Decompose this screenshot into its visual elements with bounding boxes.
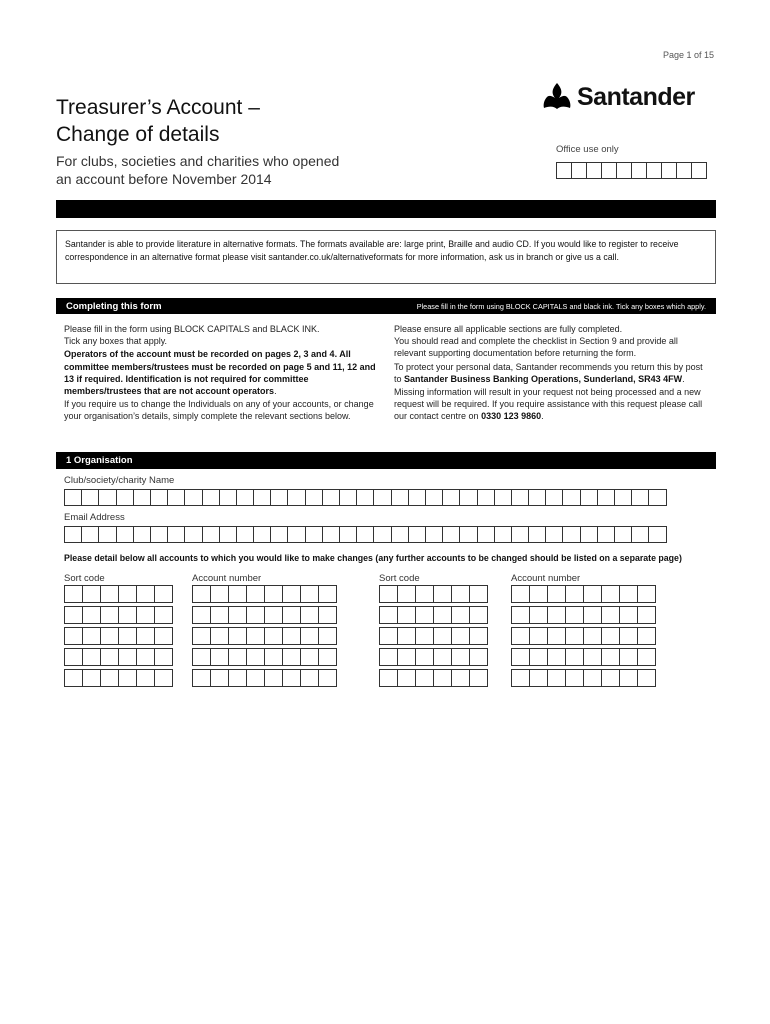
- digit-box[interactable]: [619, 585, 638, 603]
- digit-box[interactable]: [192, 606, 211, 624]
- digit-box[interactable]: [136, 648, 155, 666]
- instruction-operators-bold: Operators of the account must be recorded on pages 2, 3 and 4. All committee members/trustees must be recorded on page 5 and 11, 12 and 13 if required. Identification is not required for committee members/trustees that are not account operators: [64, 349, 376, 397]
- digit-box[interactable]: [469, 669, 488, 687]
- digit-box[interactable]: [433, 627, 452, 645]
- char-box[interactable]: [253, 489, 271, 506]
- digit-box[interactable]: [469, 627, 488, 645]
- char-box[interactable]: [408, 526, 426, 543]
- digit-box[interactable]: [637, 606, 656, 624]
- digit-box[interactable]: [246, 648, 265, 666]
- digit-box[interactable]: [565, 648, 584, 666]
- sort-code-input[interactable]: [64, 669, 172, 687]
- page-title: [56, 94, 376, 148]
- digit-box[interactable]: [601, 669, 620, 687]
- char-box[interactable]: [287, 526, 305, 543]
- char-box[interactable]: [270, 489, 288, 506]
- account-number-input[interactable]: [511, 627, 655, 645]
- digit-box[interactable]: [118, 606, 137, 624]
- char-box[interactable]: [116, 526, 134, 543]
- digit-box[interactable]: [300, 648, 319, 666]
- digit-box[interactable]: [637, 627, 656, 645]
- digit-box[interactable]: [529, 606, 548, 624]
- char-box[interactable]: [477, 489, 495, 506]
- digit-box[interactable]: [529, 648, 548, 666]
- sort-code-input[interactable]: [64, 627, 172, 645]
- sort-code-label-right: Sort code: [379, 573, 420, 584]
- digit-box[interactable]: [547, 627, 566, 645]
- digit-box[interactable]: [100, 585, 119, 603]
- email-address-label: Email Address: [64, 512, 125, 523]
- digit-box[interactable]: [192, 585, 211, 603]
- digit-box[interactable]: [379, 606, 398, 624]
- char-box[interactable]: [373, 489, 391, 506]
- digit-box[interactable]: [264, 627, 283, 645]
- digit-box[interactable]: [210, 627, 229, 645]
- digit-box[interactable]: [318, 627, 337, 645]
- char-box[interactable]: [167, 489, 185, 506]
- organisation-title: 1 Organisation: [66, 455, 133, 466]
- instruction-post-address: Santander Business Banking Operations, Sunderland, SR43 4FW: [404, 373, 683, 384]
- digit-box[interactable]: [154, 648, 173, 666]
- digit-box[interactable]: [529, 669, 548, 687]
- digit-box[interactable]: [469, 606, 488, 624]
- char-box[interactable]: [270, 526, 288, 543]
- office-use-box[interactable]: [616, 162, 632, 179]
- digit-box[interactable]: [565, 627, 584, 645]
- instruction-checklist: You should read and complete the checklist in Section 9 and provide all relevant supporting documentation before returning the form.: [394, 336, 678, 359]
- digit-box[interactable]: [64, 627, 83, 645]
- digit-box[interactable]: [583, 606, 602, 624]
- digit-box[interactable]: [282, 669, 301, 687]
- digit-box[interactable]: [154, 606, 173, 624]
- char-box[interactable]: [150, 526, 168, 543]
- digit-box[interactable]: [433, 606, 452, 624]
- digit-box[interactable]: [529, 627, 548, 645]
- digit-box[interactable]: [82, 627, 101, 645]
- title-line-1: Treasurer’s Account –: [56, 96, 260, 119]
- digit-box[interactable]: [246, 627, 265, 645]
- char-box[interactable]: [459, 526, 477, 543]
- char-box[interactable]: [614, 526, 632, 543]
- email-address-input[interactable]: [64, 526, 666, 543]
- digit-box[interactable]: [300, 627, 319, 645]
- digit-box[interactable]: [379, 585, 398, 603]
- digit-box[interactable]: [397, 606, 416, 624]
- digit-box[interactable]: [246, 585, 265, 603]
- digit-box[interactable]: [154, 627, 173, 645]
- digit-box[interactable]: [136, 669, 155, 687]
- digit-box[interactable]: [637, 648, 656, 666]
- char-box[interactable]: [236, 489, 254, 506]
- completing-form-header: [56, 298, 716, 314]
- digit-box[interactable]: [118, 585, 137, 603]
- office-use-box[interactable]: [691, 162, 707, 179]
- digit-box[interactable]: [565, 585, 584, 603]
- sort-code-input[interactable]: [64, 648, 172, 666]
- office-use-box[interactable]: [661, 162, 677, 179]
- digit-box[interactable]: [282, 648, 301, 666]
- digit-box[interactable]: [82, 669, 101, 687]
- char-box[interactable]: [236, 526, 254, 543]
- char-box[interactable]: [81, 526, 99, 543]
- digit-box[interactable]: [637, 669, 656, 687]
- digit-box[interactable]: [415, 669, 434, 687]
- digit-box[interactable]: [264, 648, 283, 666]
- digit-box[interactable]: [379, 648, 398, 666]
- instruction-post-end: .: [682, 373, 685, 384]
- digit-box[interactable]: [118, 648, 137, 666]
- char-box[interactable]: [64, 489, 82, 506]
- office-use-box[interactable]: [646, 162, 662, 179]
- digit-box[interactable]: [82, 606, 101, 624]
- sort-code-label-left: Sort code: [64, 573, 105, 584]
- digit-box[interactable]: [619, 669, 638, 687]
- club-name-label: Club/society/charity Name: [64, 475, 175, 486]
- char-box[interactable]: [631, 489, 649, 506]
- account-number-input[interactable]: [192, 585, 336, 603]
- char-box[interactable]: [219, 526, 237, 543]
- digit-box[interactable]: [433, 669, 452, 687]
- digit-box[interactable]: [601, 648, 620, 666]
- digit-box[interactable]: [397, 585, 416, 603]
- account-number-input[interactable]: [511, 669, 655, 687]
- char-box[interactable]: [511, 526, 529, 543]
- char-box[interactable]: [459, 489, 477, 506]
- digit-box[interactable]: [100, 669, 119, 687]
- instruction-post: [394, 361, 708, 385]
- digit-box[interactable]: [547, 585, 566, 603]
- subtitle-line-1: For clubs, societies and charities who opened: [56, 153, 340, 169]
- digit-box[interactable]: [246, 669, 265, 687]
- char-box[interactable]: [425, 526, 443, 543]
- digit-box[interactable]: [619, 606, 638, 624]
- instructions-right: [394, 323, 708, 424]
- accounts-detail-note: Please detail below all accounts to which you would like to make changes (any further accounts to be changed should be listed on a separate page): [64, 553, 682, 563]
- instructions-left: [64, 323, 376, 424]
- digit-box[interactable]: [100, 648, 119, 666]
- account-number-input[interactable]: [192, 627, 336, 645]
- char-box[interactable]: [511, 489, 529, 506]
- char-box[interactable]: [184, 489, 202, 506]
- char-box[interactable]: [322, 526, 340, 543]
- char-box[interactable]: [442, 489, 460, 506]
- digit-box[interactable]: [264, 606, 283, 624]
- digit-box[interactable]: [154, 585, 173, 603]
- account-number-label-right: Account number: [511, 573, 581, 584]
- digit-box[interactable]: [210, 648, 229, 666]
- char-box[interactable]: [391, 489, 409, 506]
- digit-box[interactable]: [100, 627, 119, 645]
- instruction-missing-info: [394, 386, 708, 423]
- office-use-box[interactable]: [676, 162, 692, 179]
- office-use-box[interactable]: [586, 162, 602, 179]
- digit-box[interactable]: [82, 585, 101, 603]
- completing-form-note: Please fill in the form using BLOCK CAPITALS and black ink. Tick any boxes which apply.: [416, 301, 706, 311]
- digit-box[interactable]: [451, 627, 470, 645]
- instruction-missing-end: .: [541, 411, 544, 422]
- digit-box[interactable]: [282, 585, 301, 603]
- digit-box[interactable]: [619, 648, 638, 666]
- digit-box[interactable]: [246, 606, 265, 624]
- subtitle-line-2: an account before November 2014: [56, 171, 272, 187]
- digit-box[interactable]: [379, 669, 398, 687]
- digit-box[interactable]: [451, 606, 470, 624]
- char-box[interactable]: [305, 526, 323, 543]
- digit-box[interactable]: [415, 606, 434, 624]
- account-number-input[interactable]: [511, 648, 655, 666]
- digit-box[interactable]: [136, 606, 155, 624]
- brand-name: Santander: [577, 82, 695, 111]
- digit-box[interactable]: [136, 585, 155, 603]
- char-box[interactable]: [597, 489, 615, 506]
- char-box[interactable]: [305, 489, 323, 506]
- char-box[interactable]: [562, 526, 580, 543]
- digit-box[interactable]: [397, 669, 416, 687]
- instruction-change-individuals: If you require us to change the Individuals on any of your accounts, or change your organisation’s details, simply complete the relevant sections below.: [64, 399, 374, 422]
- digit-box[interactable]: [415, 648, 434, 666]
- char-box[interactable]: [98, 526, 116, 543]
- instruction-sections: Please ensure all applicable sections are fully completed.: [394, 324, 623, 334]
- account-number-label-left: Account number: [192, 573, 262, 584]
- page-subtitle: [56, 152, 386, 188]
- page-number: Page 1 of 15: [662, 50, 714, 60]
- instruction-tick-boxes: Tick any boxes that apply.: [64, 336, 168, 347]
- digit-box[interactable]: [192, 669, 211, 687]
- char-box[interactable]: [494, 489, 512, 506]
- sort-code-input[interactable]: [379, 606, 487, 624]
- char-box[interactable]: [648, 526, 666, 543]
- char-box[interactable]: [477, 526, 495, 543]
- char-box[interactable]: [580, 526, 598, 543]
- digit-box[interactable]: [64, 606, 83, 624]
- digit-box[interactable]: [529, 585, 548, 603]
- digit-box[interactable]: [547, 648, 566, 666]
- char-box[interactable]: [322, 489, 340, 506]
- digit-box[interactable]: [583, 627, 602, 645]
- digit-box[interactable]: [601, 585, 620, 603]
- char-box[interactable]: [408, 489, 426, 506]
- char-box[interactable]: [81, 489, 99, 506]
- digit-box[interactable]: [228, 627, 247, 645]
- account-number-input[interactable]: [511, 585, 655, 603]
- char-box[interactable]: [580, 489, 598, 506]
- digit-box[interactable]: [583, 585, 602, 603]
- char-box[interactable]: [253, 526, 271, 543]
- char-box[interactable]: [202, 526, 220, 543]
- digit-box[interactable]: [264, 669, 283, 687]
- digit-box[interactable]: [154, 669, 173, 687]
- digit-box[interactable]: [547, 606, 566, 624]
- char-box[interactable]: [597, 526, 615, 543]
- digit-box[interactable]: [318, 648, 337, 666]
- digit-box[interactable]: [583, 669, 602, 687]
- digit-box[interactable]: [228, 606, 247, 624]
- char-box[interactable]: [614, 489, 632, 506]
- digit-box[interactable]: [451, 669, 470, 687]
- char-box[interactable]: [545, 489, 563, 506]
- char-box[interactable]: [339, 489, 357, 506]
- digit-box[interactable]: [415, 585, 434, 603]
- sort-code-input[interactable]: [379, 585, 487, 603]
- char-box[interactable]: [356, 489, 374, 506]
- club-name-input[interactable]: [64, 489, 666, 506]
- account-number-input[interactable]: [192, 648, 336, 666]
- digit-box[interactable]: [433, 648, 452, 666]
- digit-box[interactable]: [118, 669, 137, 687]
- digit-box[interactable]: [511, 585, 530, 603]
- instruction-post-text: To protect your personal data, Santander recommends you return this by post to: [394, 361, 703, 384]
- digit-box[interactable]: [228, 585, 247, 603]
- digit-box[interactable]: [192, 648, 211, 666]
- digit-box[interactable]: [511, 669, 530, 687]
- instruction-operators-end: .: [274, 386, 277, 397]
- char-box[interactable]: [167, 526, 185, 543]
- digit-box[interactable]: [511, 627, 530, 645]
- account-number-input[interactable]: [192, 669, 336, 687]
- char-box[interactable]: [219, 489, 237, 506]
- char-box[interactable]: [64, 526, 82, 543]
- digit-box[interactable]: [415, 627, 434, 645]
- char-box[interactable]: [133, 489, 151, 506]
- account-number-input[interactable]: [192, 606, 336, 624]
- office-use-box[interactable]: [601, 162, 617, 179]
- digit-box[interactable]: [397, 648, 416, 666]
- digit-box[interactable]: [136, 627, 155, 645]
- sort-code-input[interactable]: [64, 585, 172, 603]
- digit-box[interactable]: [100, 606, 119, 624]
- instruction-block-caps: Please fill in the form using BLOCK CAPITALS and BLACK INK.: [64, 324, 320, 334]
- alternative-formats-notice: Santander is able to provide literature in alternative formats. The formats available are: large print, Braille and audio CD. If you would like to register to receive correspondence in an alternative format please visit santander.co.uk/alternativeformats for more information, ask us in branch or give us a call.: [56, 230, 716, 284]
- digit-box[interactable]: [228, 648, 247, 666]
- digit-box[interactable]: [210, 585, 229, 603]
- digit-box[interactable]: [469, 585, 488, 603]
- office-use-box[interactable]: [631, 162, 647, 179]
- char-box[interactable]: [391, 526, 409, 543]
- digit-box[interactable]: [619, 627, 638, 645]
- sort-code-input[interactable]: [379, 648, 487, 666]
- char-box[interactable]: [648, 489, 666, 506]
- char-box[interactable]: [202, 489, 220, 506]
- title-line-2: Change of details: [56, 123, 220, 146]
- instruction-missing-text: Missing information will result in your request not being processed and a new request will be required. If you require assistance with this request please call our contact centre on: [394, 387, 703, 422]
- char-box[interactable]: [545, 526, 563, 543]
- char-box[interactable]: [339, 526, 357, 543]
- office-use-boxes: [556, 162, 706, 179]
- office-use-label: Office use only: [556, 144, 619, 155]
- organisation-header: [56, 452, 716, 469]
- digit-box[interactable]: [318, 669, 337, 687]
- char-box[interactable]: [373, 526, 391, 543]
- char-box[interactable]: [356, 526, 374, 543]
- char-box[interactable]: [184, 526, 202, 543]
- char-box[interactable]: [528, 526, 546, 543]
- digit-box[interactable]: [433, 585, 452, 603]
- digit-box[interactable]: [64, 648, 83, 666]
- digit-box[interactable]: [300, 669, 319, 687]
- instruction-operators: [64, 348, 376, 397]
- office-use-box[interactable]: [571, 162, 587, 179]
- digit-box[interactable]: [451, 585, 470, 603]
- digit-box[interactable]: [82, 648, 101, 666]
- contact-phone: 0330 123 9860: [481, 411, 542, 422]
- header-divider-bar: [56, 200, 716, 218]
- digit-box[interactable]: [64, 669, 83, 687]
- char-box[interactable]: [562, 489, 580, 506]
- digit-box[interactable]: [379, 627, 398, 645]
- digit-box[interactable]: [469, 648, 488, 666]
- flame-icon: [540, 81, 574, 113]
- digit-box[interactable]: [565, 606, 584, 624]
- digit-box[interactable]: [397, 627, 416, 645]
- digit-box[interactable]: [511, 648, 530, 666]
- digit-box[interactable]: [637, 585, 656, 603]
- char-box[interactable]: [442, 526, 460, 543]
- digit-box[interactable]: [118, 627, 137, 645]
- digit-box[interactable]: [451, 648, 470, 666]
- digit-box[interactable]: [547, 669, 566, 687]
- char-box[interactable]: [116, 489, 134, 506]
- digit-box[interactable]: [264, 585, 283, 603]
- digit-box[interactable]: [601, 627, 620, 645]
- digit-box[interactable]: [228, 669, 247, 687]
- digit-box[interactable]: [282, 606, 301, 624]
- digit-box[interactable]: [300, 585, 319, 603]
- char-box[interactable]: [528, 489, 546, 506]
- sort-code-input[interactable]: [379, 627, 487, 645]
- char-box[interactable]: [98, 489, 116, 506]
- sort-code-input[interactable]: [379, 669, 487, 687]
- char-box[interactable]: [287, 489, 305, 506]
- account-number-input[interactable]: [511, 606, 655, 624]
- digit-box[interactable]: [210, 606, 229, 624]
- digit-box[interactable]: [565, 669, 584, 687]
- char-box[interactable]: [150, 489, 168, 506]
- char-box[interactable]: [425, 489, 443, 506]
- digit-box[interactable]: [64, 585, 83, 603]
- digit-box[interactable]: [601, 606, 620, 624]
- digit-box[interactable]: [192, 627, 211, 645]
- digit-box[interactable]: [511, 606, 530, 624]
- santander-logo: [540, 80, 716, 114]
- digit-box[interactable]: [210, 669, 229, 687]
- char-box[interactable]: [133, 526, 151, 543]
- digit-box[interactable]: [300, 606, 319, 624]
- digit-box[interactable]: [318, 585, 337, 603]
- digit-box[interactable]: [318, 606, 337, 624]
- sort-code-input[interactable]: [64, 606, 172, 624]
- office-use-box[interactable]: [556, 162, 572, 179]
- char-box[interactable]: [631, 526, 649, 543]
- completing-form-title: Completing this form: [66, 300, 162, 312]
- digit-box[interactable]: [583, 648, 602, 666]
- digit-box[interactable]: [282, 627, 301, 645]
- char-box[interactable]: [494, 526, 512, 543]
